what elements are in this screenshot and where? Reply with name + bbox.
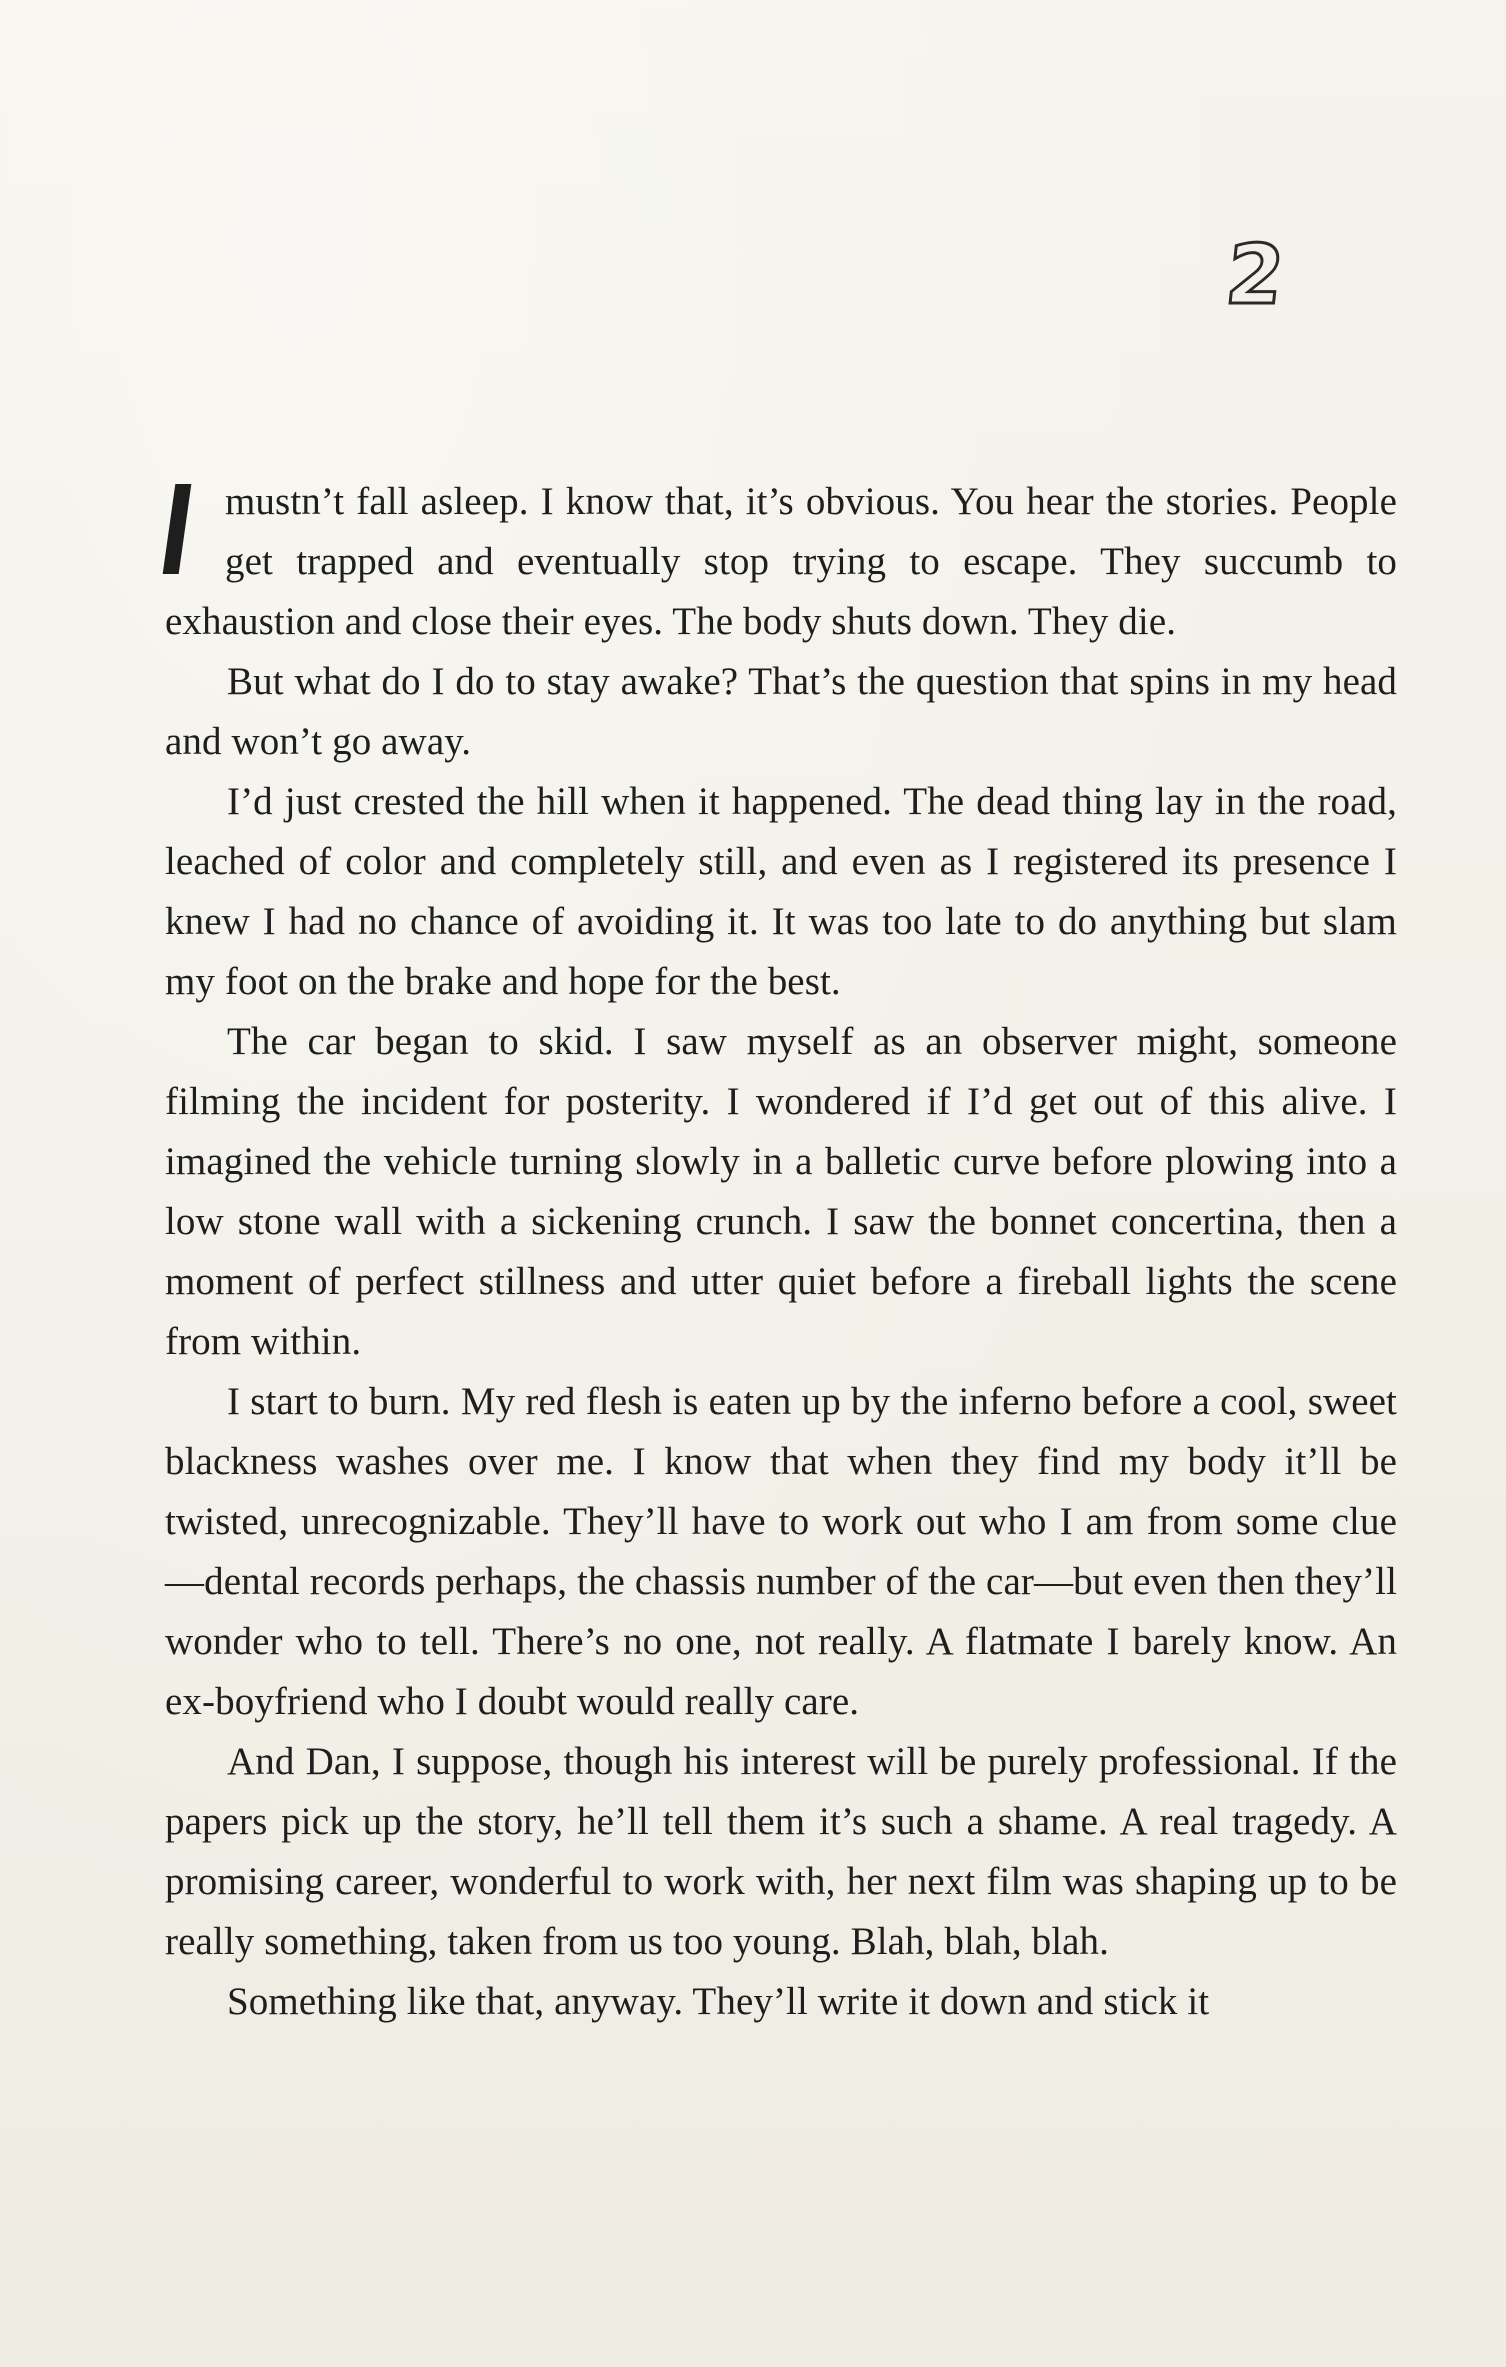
paragraph-7: Something like that, anyway. They’ll write it down and stick it (227, 1980, 1210, 2023)
paragraph-2: But what do I do to stay awake? That’s the question that spins in my head and won’t go away. (165, 660, 1397, 763)
drop-cap (165, 484, 217, 580)
paragraph-1-text: mustn’t fall asleep. I know that, it’s obvious. You hear the stories. People get trapped and eventually stop trying to escape. They succumb to exhaustion and close their eyes. The body shuts down. They die. (165, 480, 1397, 643)
paragraph-3: I’d just crested the hill when it happened. The dead thing lay in the road, leached of color and completely still, and even as I registered its presence I knew I had no chance of avoiding it. It was too late to do anything but slam my foot on the brake and hope for the best. (165, 780, 1397, 1003)
chapter-number: 2 (1221, 228, 1289, 323)
body-text (165, 472, 1397, 2032)
drop-cap-glyph (163, 484, 192, 574)
paragraph-1 (165, 472, 1397, 652)
paragraph-6: And Dan, I suppose, though his interest will be purely professional. If the papers pick up the story, he’ll tell them it’s such a shame. A real tragedy. A promising career, wonderful to work with, her next film was shaping up to be really something, taken from us too young. Blah, blah, blah. (165, 1740, 1397, 1963)
paragraph-5: I start to burn. My red flesh is eaten up by the inferno before a cool, sweet blackness washes over me. I know that when they find my body it’ll be twisted, unrecognizable. They’ll have to work out who I am from some clue—dental records perhaps, the chassis number of the car—but even then they’ll wonder who to tell. There’s no one, not really. A flatmate I barely know. An ex-boyfriend who I doubt would really care. (165, 1380, 1397, 1723)
paragraph-4: The car began to skid. I saw myself as an observer might, someone filming the incident for posterity. I wondered if I’d get out of this alive. I imagined the vehicle turning slowly in a balletic curve before plowing into a low stone wall with a sickening crunch. I saw the bonnet concertina, then a moment of perfect stillness and utter quiet before a fireball lights the scene from within. (165, 1020, 1397, 1363)
